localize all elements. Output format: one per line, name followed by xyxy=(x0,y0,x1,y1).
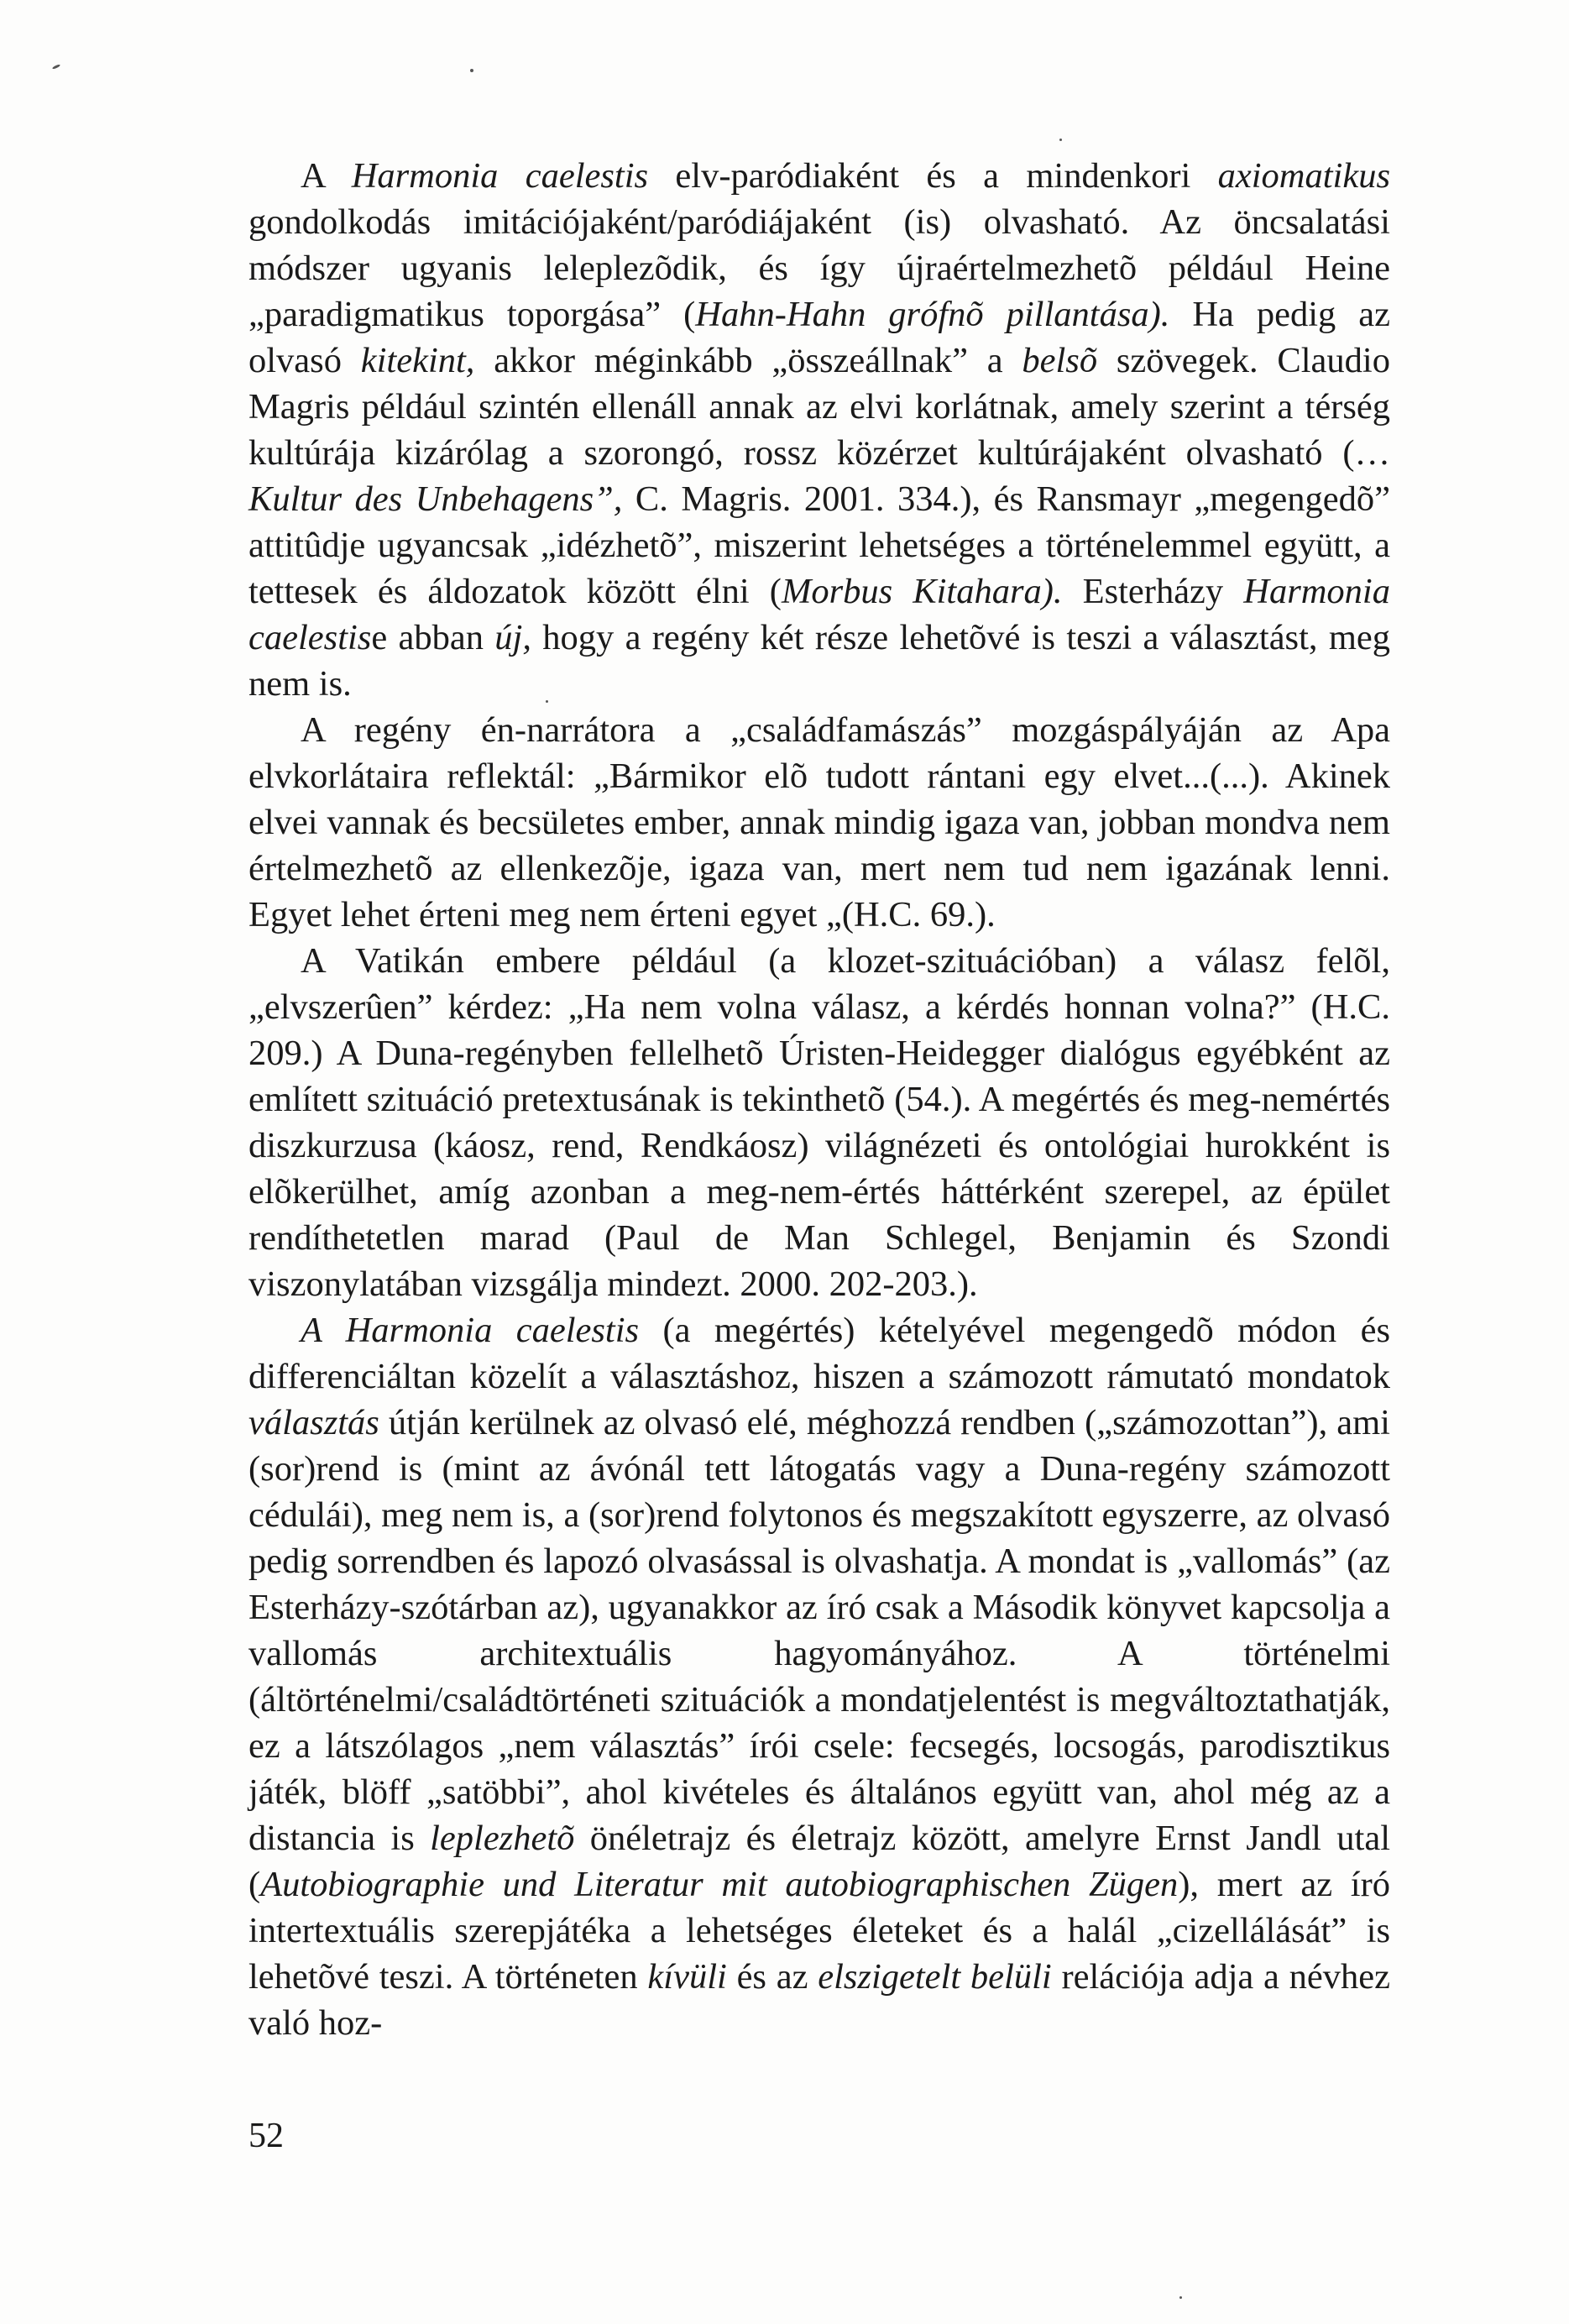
text-run: A Vatikán embere például (a klozet-szituációban) a válasz felõl, „elvszerûen” kérdez: „Ha nem volna válasz, a kérdés honnan volna?” (H.C. 209.) A Duna-regényben fellelhetõ Úristen-Heidegger dialógus egyébként az említett szituáció pretextusának is tekinthetõ (54.). A megértés és meg-nemértés diszkurzusa (káosz, rend, Rendkáosz) világnézeti és ontológiai hurokként is elõkerülhet, amíg azonban a meg-nem-értés háttérként szerepel, az épület rendíthetetlen marad (Paul de Man Schlegel, Benjamin és Szondi viszonylatában vizsgálja mindezt. 2000. 202-203.). xyxy=(248,941,1390,1304)
text-run: A regény én-narrátora a „családfamászás” mozgáspályáján az Apa elvkorlátaira reflektál: „Bármikor elõ tudott rántani egy elvet...(...). Akinek elvei vannak és becsületes ember, annak mindig igaza van, jobban mondva nem értelmezhetõ az ellenkezõje, igaza van, mert nem tud nem igazának lenni. Egyet lehet érteni meg nem érteni egyet „(H.C. 69.). xyxy=(248,710,1390,934)
text-run: gondolkodás imitációjaként/paródiájaként (is) olvasható. Az öncsalatási módszer ugyanis leleplezõdik, és így újraértelmezhetõ például Heine „paradigmatikus toporgása” ( xyxy=(248,202,1390,334)
text-run: A xyxy=(301,156,352,196)
italic-text-run: axiomatikus xyxy=(1217,156,1391,196)
italic-text-run: belsõ xyxy=(1022,341,1098,380)
scan-speck xyxy=(1179,2296,1182,2299)
scan-speck xyxy=(52,64,60,70)
italic-text-run: Harmonia caelestis xyxy=(351,156,649,196)
italic-text-run: A Harmonia caelestis xyxy=(301,1311,640,1350)
paragraph xyxy=(248,153,1390,707)
text-run: relációja adja a névhez való hoz- xyxy=(248,1957,1390,2043)
text-run: és az xyxy=(726,1957,818,1997)
paragraph xyxy=(248,938,1390,1307)
scan-speck xyxy=(470,69,473,72)
text-run: hogy a regény két része lehetõvé is teszi a választást, meg nem is. xyxy=(248,618,1390,704)
italic-text-run: kívüli xyxy=(647,1957,727,1997)
paragraph xyxy=(248,707,1390,938)
italic-text-run: Harmonia caelestis xyxy=(248,572,1390,657)
italic-text-run: választás xyxy=(248,1403,379,1442)
text-run: akkor méginkább „összeállnak” a xyxy=(474,341,1022,380)
text-run: C. Magris. 2001. 334.), és Ransmayr „megengedõ” attitûdje ugyancsak „idézhetõ”, miszerint lehetséges a történelemmel együtt, a tettesek és áldozatok között élni ( xyxy=(248,479,1390,611)
text-run: önéletrajz és életrajz között, amelyre Ernst Jandl utal ( xyxy=(248,1819,1390,1904)
italic-text-run: Kultur des Unbehagens”, xyxy=(248,479,623,519)
text-run: ), mert az író intertextuális szerepjátéka a lehetséges életeket és a halál „cizellálását” is lehetõvé teszi. A történeten xyxy=(248,1865,1390,1997)
italic-text-run: elszigetelt belüli xyxy=(818,1957,1052,1997)
paragraph xyxy=(248,1307,1390,2046)
text-run: Esterházy xyxy=(1062,572,1244,611)
italic-text-run: Autobiographie und Literatur mit autobiographischen Zügen xyxy=(260,1865,1179,1904)
text-run: útján kerülnek az olvasó elé, méghozzá rendben („számozottan”), ami (sor)rend is (mint az ávónál tett látogatás vagy a Duna-regény számozott cédulái), meg nem is, a (sor)rend folytonos és megszakított egyszerre, az olvasó pedig sorrendben és lapozó olvasással is olvashatja. A mondat is „vallomás” (az Esterházy-szótárban az), ugyanakkor az író csak a Második könyvet kapcsolja a vallomás architextuális hagyományához. A történelmi (áltörténelmi/családtörténeti szituációk a mondatjelentést is megváltoztathatják, ez a látszólagos „nem választás” írói csele: fecsegés, locsogás, parodisztikus játék, blöff „satöbbi”, ahol kivételes és általános együtt van, ahol még az a distancia is xyxy=(248,1403,1390,1858)
text-run: e abban xyxy=(371,618,495,657)
scan-speck xyxy=(1059,139,1062,141)
italic-text-run: leplezhetõ xyxy=(430,1819,575,1858)
page-number: 52 xyxy=(248,2117,284,2155)
text-run: szövegek. Claudio Magris például szintén ellenáll annak az elvi korlátnak, amely szerint a térség kultúrája kizárólag a szorongó, rossz közérzet kultúrájaként olvasható (… xyxy=(248,341,1390,473)
italic-text-run: Morbus Kitahara). xyxy=(781,572,1063,611)
italic-text-run: kitekint, xyxy=(360,341,475,380)
text-run: elv-paródiaként és a mindenkori xyxy=(648,156,1218,196)
italic-text-run: Hahn-Hahn grófnõ pillantása). xyxy=(695,295,1170,334)
text-run: Ha pedig az olvasó xyxy=(248,295,1390,380)
italic-text-run: új, xyxy=(494,618,531,657)
text-run: (a megértés) kételyével megengedõ módon és differenciáltan közelít a választáshoz, hiszen a számozott rámutató mondatok xyxy=(248,1311,1390,1396)
body-text xyxy=(248,153,1390,2046)
